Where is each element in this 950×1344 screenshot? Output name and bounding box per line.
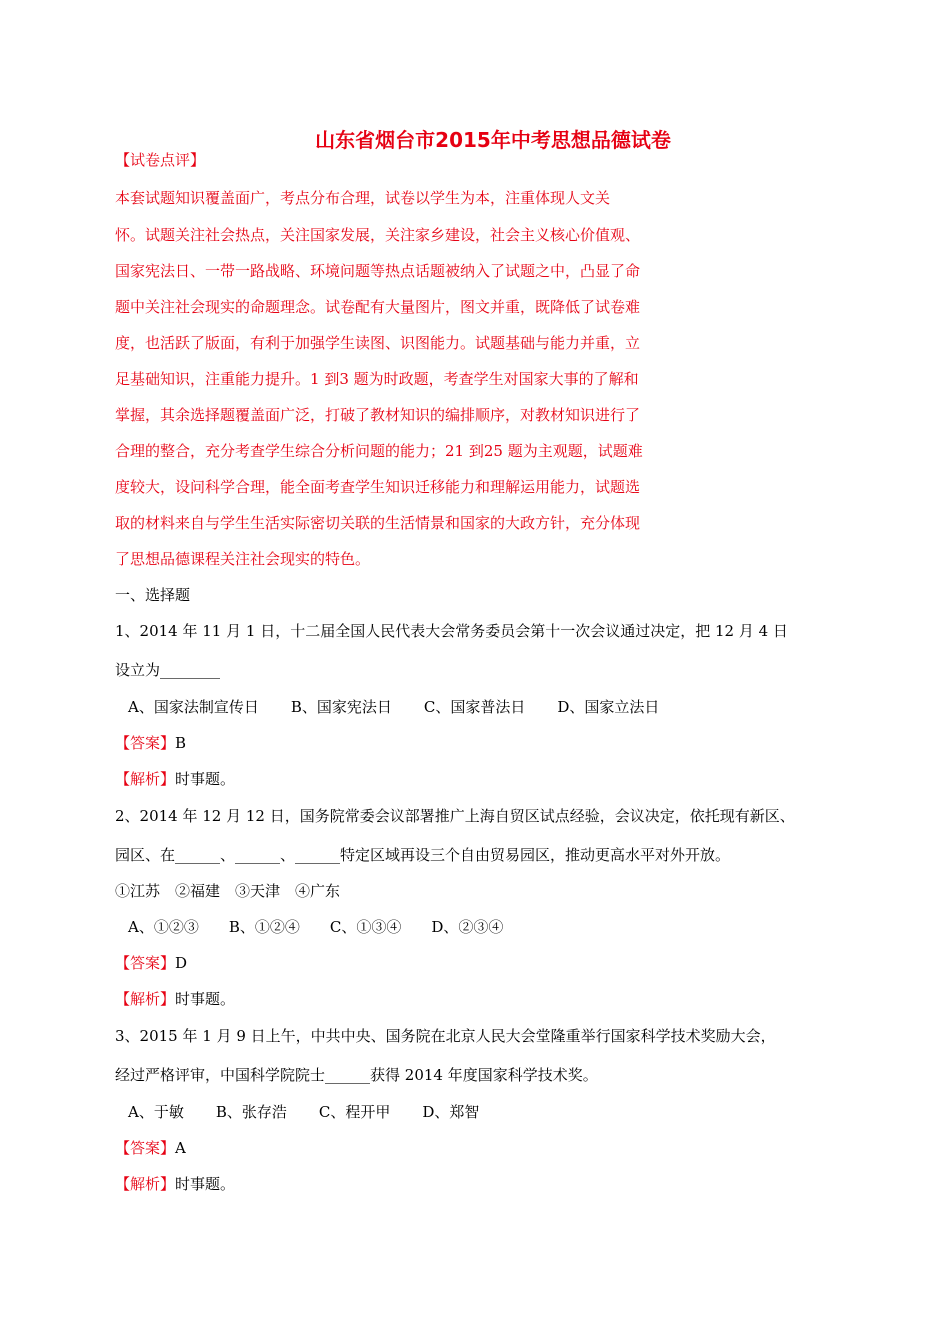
option-c: C、①③④ (329, 918, 402, 936)
answer-value: A (175, 1139, 186, 1157)
option-c: C、国家普法日 (423, 698, 526, 716)
analysis-value: 时事题。 (175, 990, 236, 1008)
question-3-options (128, 1102, 479, 1122)
analysis-label: 【解析】 (115, 990, 176, 1008)
review-line: 了思想品德课程关注社会现实的特色。 (115, 550, 371, 568)
section-heading: 一、选择题 (115, 586, 191, 604)
answer-value: B (175, 734, 187, 752)
question-1-answer (115, 733, 186, 753)
analysis-label: 【解析】 (115, 770, 176, 788)
option-c: C、程开甲 (318, 1103, 391, 1121)
option-a: A、国家法制宣传日 (128, 698, 259, 716)
analysis-value: 时事题。 (175, 1175, 236, 1193)
question-2-answer (115, 953, 187, 973)
option-a: A、①②③ (128, 918, 199, 936)
analysis-value: 时事题。 (175, 770, 236, 788)
review-line: 度，也活跃了版面，有利于加强学生读图、识图能力。试题基础与能力并重，立 (115, 334, 641, 352)
option-b: B、①②④ (228, 918, 300, 936)
review-line: 足基础知识，注重能力提升。1 到3 题为时政题，考查学生对国家大事的了解和 (115, 370, 639, 388)
option-a: A、于敏 (128, 1103, 184, 1121)
document-title: 山东省烟台市2015年中考思想品德试卷 (315, 128, 671, 152)
question-1-text: 1、2014 年 11 月 1 日，十二届全国人民代表大会常务委员会第十一次会议通过决定，把 12 月 4 日 (115, 622, 788, 640)
option-d: D、②③④ (431, 918, 504, 936)
option-b: B、国家宪法日 (290, 698, 392, 716)
analysis-label: 【解析】 (115, 1175, 176, 1193)
question-2-text: 2、2014 年 12 月 12 日，国务院常委会议部署推广上海自贸区试点经验，会议决定，依托现有新区、 (115, 807, 795, 825)
question-2-items: ①江苏 ②福建 ③天津 ④广东 (115, 882, 341, 900)
answer-value: D (175, 954, 188, 972)
answer-label: 【答案】 (115, 954, 176, 972)
question-2-analysis (115, 989, 235, 1009)
review-line: 本套试题知识覆盖面广，考点分布合理，试卷以学生为本，注重体现人文关 (115, 189, 611, 207)
review-line: 合理的整合，充分考查学生综合分析问题的能力；21 到25 题为主观题，试题难 (115, 442, 643, 460)
review-line: 怀。试题关注社会热点，关注国家发展，关注家乡建设，社会主义核心价值观、 (115, 226, 641, 244)
review-line: 题中关注社会现实的命题理念。试卷配有大量图片，图文并重，既降低了试卷难 (115, 298, 641, 316)
question-1-options (128, 697, 659, 717)
answer-label: 【答案】 (115, 1139, 176, 1157)
review-line: 度较大，设问科学合理，能全面考查学生知识迁移能力和理解运用能力，试题选 (115, 478, 641, 496)
review-label: 【试卷点评】 (115, 151, 206, 169)
review-line: 取的材料来自与学生生活实际密切关联的生活情景和国家的大政方针，充分体现 (115, 514, 641, 532)
question-1-analysis (115, 769, 235, 789)
question-3-text: 3、2015 年 1 月 9 日上午，中共中央、国务院在北京人民大会堂隆重举行国家科学技术奖励大会， (115, 1027, 776, 1045)
question-2-text: 园区、在______、______、______特定区域再设三个自由贸易园区，推动更高水平对外开放。 (115, 846, 731, 864)
option-d: D、国家立法日 (557, 698, 660, 716)
question-1-text: 设立为________ (115, 661, 221, 679)
option-d: D、郑智 (422, 1103, 480, 1121)
review-line: 国家宪法日、一带一路战略、环境问题等热点话题被纳入了试题之中，凸显了命 (115, 262, 641, 280)
question-3-text: 经过严格评审，中国科学院院士______获得 2014 年度国家科学技术奖。 (115, 1066, 598, 1084)
answer-label: 【答案】 (115, 734, 176, 752)
question-3-analysis (115, 1174, 235, 1194)
option-b: B、张存浩 (215, 1103, 287, 1121)
review-line: 掌握，其余选择题覆盖面广泛，打破了教材知识的编排顺序，对教材知识进行了 (115, 406, 641, 424)
question-3-answer (115, 1138, 186, 1158)
question-2-options (128, 917, 503, 937)
